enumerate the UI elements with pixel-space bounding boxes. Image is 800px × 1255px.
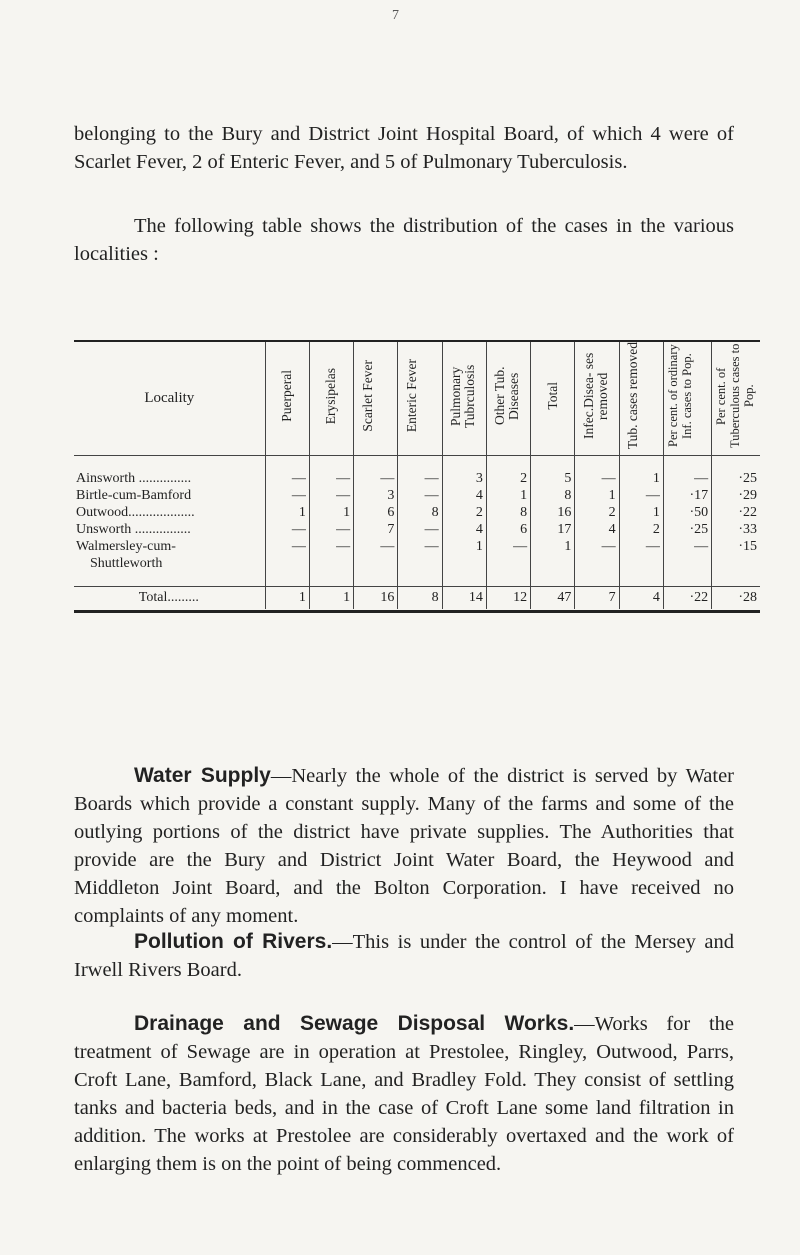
column-header: Tub. cases removed [619, 342, 663, 456]
cases-table [74, 340, 760, 613]
table-row: Unsworth ................ — — 7 — 4 6 17 4 2 ·25 ·33 [74, 521, 760, 538]
column-header: Enteric Fever [398, 342, 442, 456]
column-header: Scarlet Fever [354, 342, 398, 456]
table-row: Walmersley-cum- Shuttleworth — — — — 1 — 1 — — — ·15 [74, 538, 760, 572]
table-row: Birtle-cum-Bamford — — 3 — 4 1 8 1 — ·17 ·29 [74, 487, 760, 504]
drainage-heading: Drainage and Sewage Disposal Works. [134, 1012, 575, 1035]
column-header: Puerperal [265, 342, 309, 456]
column-header: Infec.Disea- ses removed [575, 342, 619, 456]
water-supply-paragraph: Water Supply—Nearly the whole of the district is served by Water Boards which provide a constant supply. Many of the farms and some of the outlying portions of the district have private supplies. The Authorities that provide are the Bury and District Joint Water Board, the Heywood and Middleton Joint Board, and the Bolton Corporation. I have received no complaints of any moment. [74, 764, 735, 927]
page-number: 7 [392, 8, 399, 23]
column-header: Total [531, 342, 575, 456]
table-row: Ainsworth ............... — — — — 3 2 5 — 1 — ·25 [74, 470, 760, 487]
drainage-paragraph: Drainage and Sewage Disposal Works.—Works for the treatment of Sewage are in operation at Prestolee, Ringley, Outwood, Parrs, Croft Lane, Bamford, Black Lane, and Bradley Fold. They consist of settling tanks and bacteria beds, and in the case of Croft Lane some land filtration in addition. The works at Prestolee are considerably overtaxed and the work of enlarging them is on the point of being commenced. [74, 1012, 734, 1175]
continuation-paragraph: belonging to the Bury and District Joint Hospital Board, of which 4 were of Scarlet Fever, 2 of Enteric Fever, and 5 of Pulmonary Tuberculosis. [74, 123, 734, 173]
pollution-paragraph: Pollution of Rivers.—This is under the control of the Mersey and Irwell Rivers Board. [74, 930, 734, 981]
column-header: Pulmonary Tubrculosis [442, 342, 486, 456]
water-supply-heading: Water Supply [134, 764, 271, 787]
table-row: Outwood................... 1 1 6 8 2 8 16 2 1 ·50 ·22 [74, 504, 760, 521]
column-header: Per cent. of Tuberculous cases to Pop. [712, 342, 760, 456]
column-header: Per cent. of ordinary Inf. cases to Pop. [663, 342, 711, 456]
pollution-heading: Pollution of Rivers. [134, 930, 333, 953]
locality-header: Locality [74, 342, 265, 456]
column-header: Other Tub. Diseases [486, 342, 530, 456]
table-total-row: Total......... 1 1 16 8 14 12 47 7 4 ·22 ·28 [74, 587, 760, 610]
table-intro-paragraph: The following table shows the distribution of the cases in the various localities : [74, 215, 734, 265]
column-header: Erysipelas [309, 342, 353, 456]
table-header-row [74, 342, 760, 456]
